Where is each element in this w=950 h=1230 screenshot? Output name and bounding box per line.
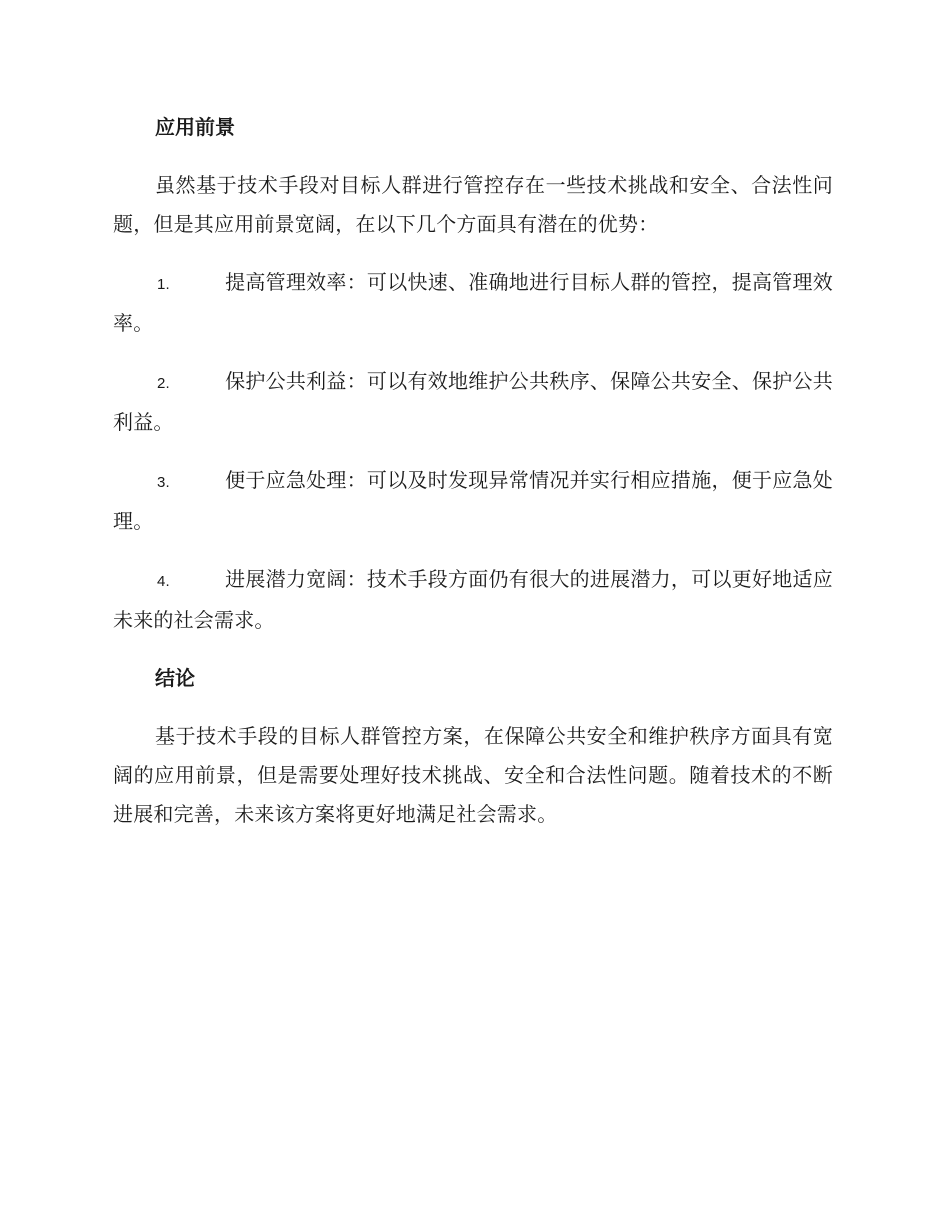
list-item bbox=[113, 362, 833, 442]
conclusion-paragraph: 基于技术手段的目标人群管控方案，在保障公共安全和维护秩序方面具有宽阔的应用前景，但是需要处理好技术挑战、安全和合法性问题。随着技术的不断进展和完善，未来该方案将更好地满足社会需求。 bbox=[113, 724, 833, 826]
list-item-text: 提高管理效率：可以快速、准确地进行目标人群的管控，提高管理效率。 bbox=[113, 270, 833, 335]
list-item-text: 便于应急处理：可以及时发现异常情况并实行相应措施，便于应急处理。 bbox=[113, 468, 833, 533]
list-item-text: 进展潜力宽阔：技术手段方面仍有很大的进展潜力，可以更好地适应未来的社会需求。 bbox=[113, 567, 833, 632]
list-item-number: 3. bbox=[157, 474, 170, 491]
list-item-number: 1. bbox=[157, 276, 170, 293]
list-item bbox=[113, 263, 833, 343]
document-page bbox=[113, 108, 833, 853]
section-heading-prospects: 应用前景 bbox=[155, 115, 235, 139]
list-item-text: 保护公共利益：可以有效地维护公共秩序、保障公共安全、保护公共利益。 bbox=[113, 369, 833, 434]
prospects-intro-paragraph: 虽然基于技术手段对目标人群进行管控存在一些技术挑战和安全、合法性问题，但是其应用前景宽阔，在以下几个方面具有潜在的优势： bbox=[113, 173, 833, 236]
list-item bbox=[113, 461, 833, 541]
list-item-number: 2. bbox=[157, 375, 170, 392]
list-item bbox=[113, 560, 833, 640]
list-item-number: 4. bbox=[157, 573, 170, 590]
section-heading-conclusion: 结论 bbox=[155, 666, 195, 690]
